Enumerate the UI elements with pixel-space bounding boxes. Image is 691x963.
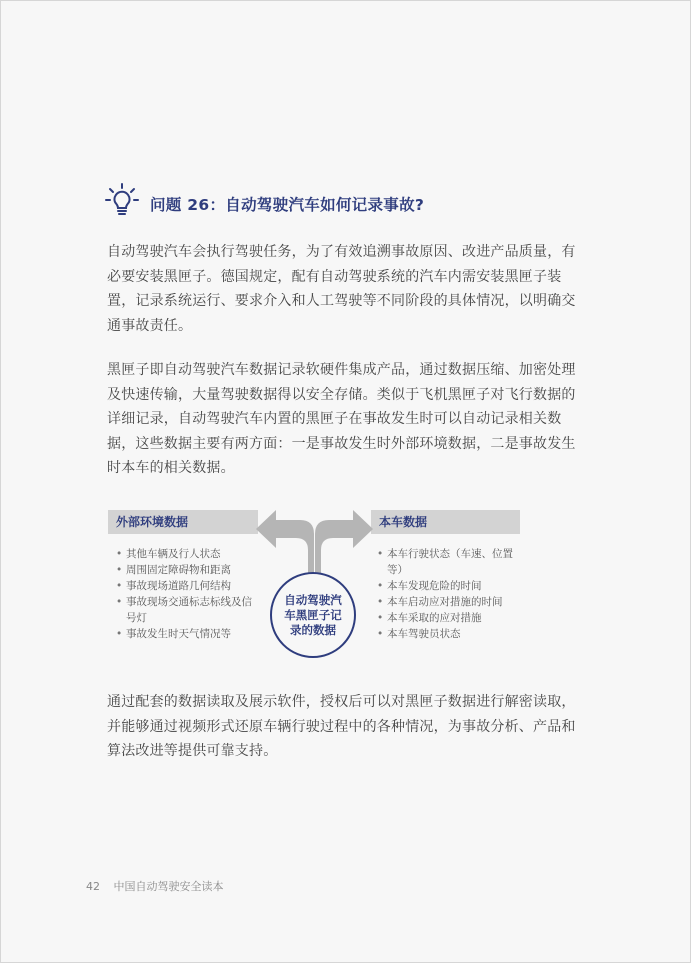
question-title: 问题 26：自动驾驶汽车如何记录事故? <box>150 196 425 214</box>
paragraph-1: 自动驾驶汽车会执行驾驶任务，为了有效追溯事故原因、改进产品质量，有必要安装黑匣子。德国规定，配有自动驾驶系统的汽车内需安装黑匣子装置，记录系统运行、要求介入和人工驾驶等不同阶段的具体情况，以明确交通事故责任。 <box>107 244 576 334</box>
list-item: • 本车启动应对措施的时间 <box>377 594 517 610</box>
question-heading <box>104 182 584 222</box>
list-item: • 事故现场道路几何结构 <box>116 578 256 594</box>
book-title: 中国自动驾驶安全读本 <box>113 880 224 893</box>
lightbulb-icon <box>104 182 140 222</box>
vehicle-data-list <box>377 546 517 642</box>
page-number: 42 <box>86 880 100 893</box>
paragraph-3: 通过配套的数据读取及展示软件，授权后可以对黑匣子数据进行解密读取，并能够通过视频形式还原车辆行驶过程中的各种情况，为事故分析、产品和算法改进等提供可靠支持。 <box>107 694 576 759</box>
list-item: • 本车发现危险的时间 <box>377 578 517 594</box>
list-item: • 周围固定障碍物和距离 <box>116 562 256 578</box>
external-data-list <box>116 546 256 642</box>
paragraph-2: 黑匣子即自动驾驶汽车数据记录软硬件集成产品，通过数据压缩、加密处理及快速传输，大量驾驶数据得以安全存储。类似于飞机黑匣子对飞行数据的详细记录，自动驾驶汽车内置的黑匣子在事故发生时可以自动记录相关数据，这些数据主要有两方面：一是事故发生时外部环境数据，二是事故发生时本车的相关数据。 <box>107 362 576 476</box>
center-label: 自动驾驶汽车黑匣子记录的数据 <box>284 592 342 637</box>
black-box-center-circle <box>270 572 356 658</box>
list-item: • 事故发生时天气情况等 <box>116 626 256 642</box>
vehicle-data-header: 本车数据 <box>371 510 520 534</box>
list-item: • 本车采取的应对措施 <box>377 610 517 626</box>
list-item: • 事故现场交通标志标线及信号灯 <box>116 594 256 626</box>
list-item: • 本车驾驶员状态 <box>377 626 517 642</box>
external-environment-header: 外部环境数据 <box>108 510 258 534</box>
list-item: • 其他车辆及行人状态 <box>116 546 256 562</box>
page-footer <box>86 878 224 894</box>
list-item: • 本车行驶状态（车速、位置等） <box>377 546 517 578</box>
black-box-data-diagram <box>108 510 520 660</box>
